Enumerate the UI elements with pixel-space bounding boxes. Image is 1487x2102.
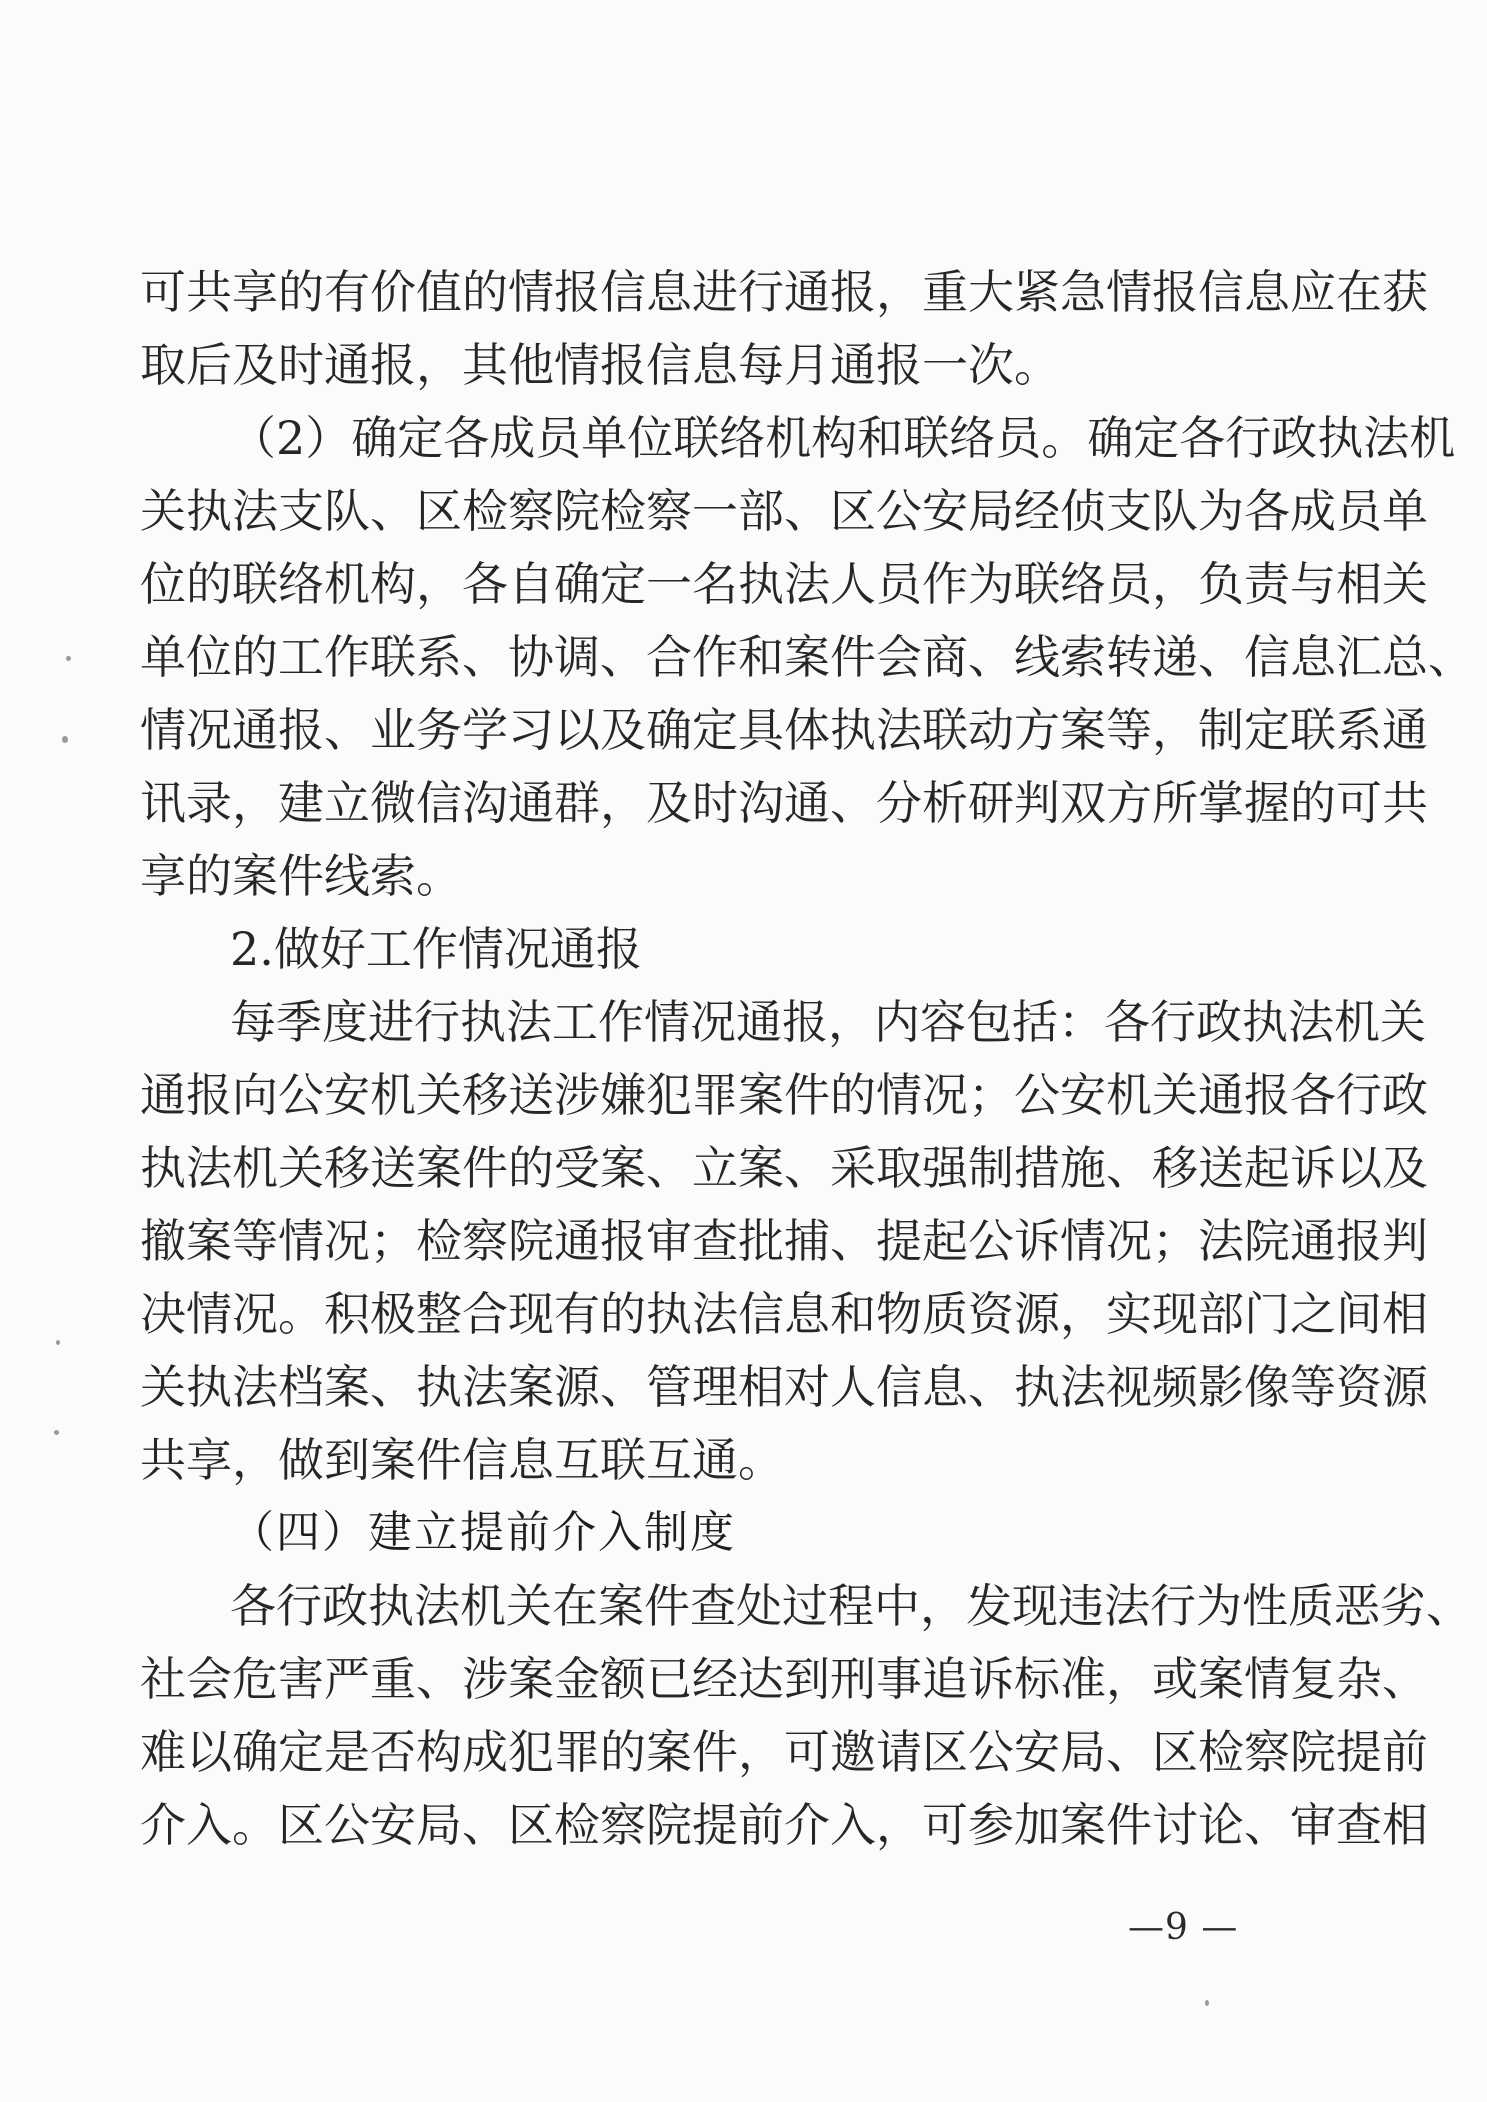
scan-speck bbox=[66, 656, 71, 661]
body-text-line: （2）确定各成员单位联络机构和联络员。确定各行政执法机 bbox=[230, 411, 1456, 465]
body-text-line: 执法机关移送案件的受案、立案、采取强制措施、移送起诉以及 bbox=[140, 1141, 1428, 1195]
body-text-line: 情况通报、业务学习以及确定具体执法联动方案等，制定联系通 bbox=[140, 703, 1428, 757]
scan-speck bbox=[54, 1430, 59, 1435]
body-text-line: 共享，做到案件信息互联互通。 bbox=[140, 1433, 784, 1487]
body-text-line: 撤案等情况；检察院通报审查批捕、提起公诉情况；法院通报判 bbox=[140, 1214, 1428, 1268]
body-text-line: 关执法支队、区检察院检察一部、区公安局经侦支队为各成员单 bbox=[140, 484, 1428, 538]
scan-speck bbox=[62, 736, 68, 743]
body-text-line: 讯录，建立微信沟通群，及时沟通、分析研判双方所掌握的可共 bbox=[140, 776, 1428, 830]
scan-speck bbox=[56, 1340, 60, 1345]
body-text-line: 享的案件线索。 bbox=[140, 849, 462, 903]
section-heading: 2.做好工作情况通报 bbox=[230, 922, 642, 976]
body-text-line: 各行政执法机关在案件查处过程中，发现违法行为性质恶劣、 bbox=[230, 1579, 1472, 1633]
body-text-line: 可共享的有价值的情报信息进行通报，重大紧急情报信息应在获 bbox=[140, 265, 1428, 319]
body-text-line: 难以确定是否构成犯罪的案件，可邀请区公安局、区检察院提前 bbox=[140, 1725, 1428, 1779]
body-text-line: 每季度进行执法工作情况通报，内容包括：各行政执法机关 bbox=[230, 995, 1426, 1049]
body-text-line: 取后及时通报，其他情报信息每月通报一次。 bbox=[140, 338, 1060, 392]
body-text-line: 通报向公安机关移送涉嫌犯罪案件的情况；公安机关通报各行政 bbox=[140, 1068, 1428, 1122]
body-text-line: 位的联络机构，各自确定一名执法人员作为联络员，负责与相关 bbox=[140, 557, 1428, 611]
body-text-line: 介入。区公安局、区检察院提前介入，可参加案件讨论、审查相 bbox=[140, 1798, 1428, 1852]
section-heading: （四）建立提前介入制度 bbox=[230, 1507, 736, 1558]
page-number: —9 — bbox=[1128, 1907, 1239, 1948]
body-text-line: 单位的工作联系、协调、合作和案件会商、线索转递、信息汇总、 bbox=[140, 630, 1474, 684]
body-text-line: 关执法档案、执法案源、管理相对人信息、执法视频影像等资源 bbox=[140, 1360, 1428, 1414]
body-text-line: 决情况。积极整合现有的执法信息和物质资源，实现部门之间相 bbox=[140, 1287, 1428, 1341]
body-text-line: 社会危害严重、涉案金额已经达到刑事追诉标准，或案情复杂、 bbox=[140, 1652, 1428, 1706]
scan-speck bbox=[1205, 2000, 1209, 2006]
